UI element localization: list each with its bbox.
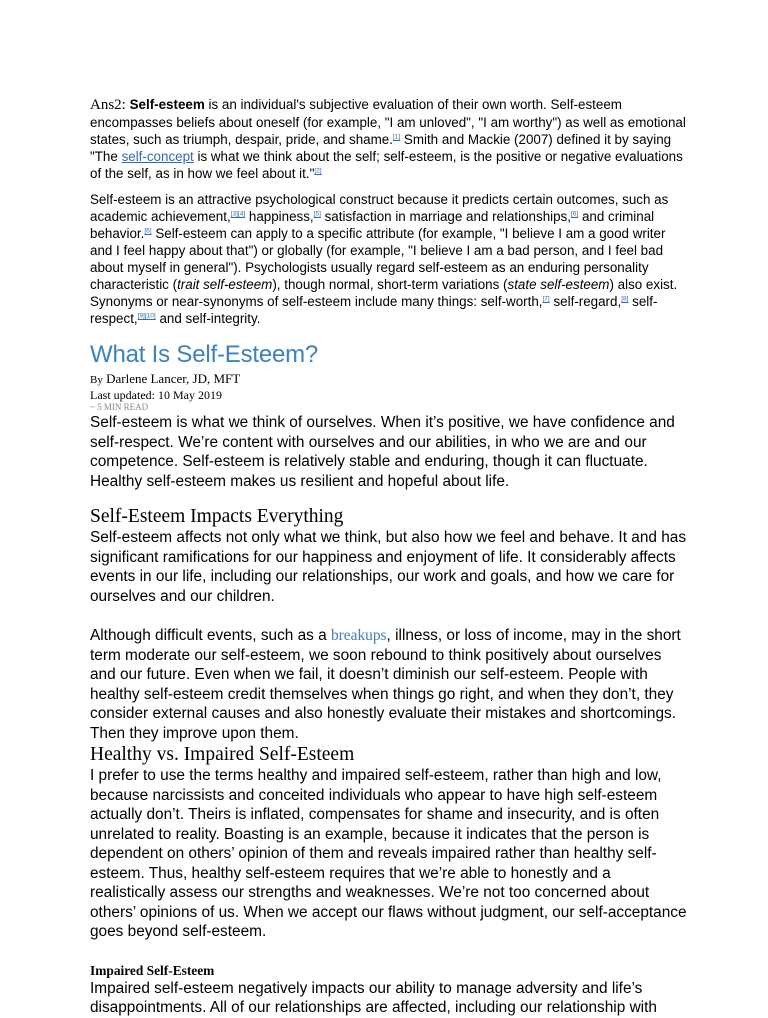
text: ) also exist. Synonyms or near-synonyms of self-esteem include many things: self-worth, (90, 277, 678, 309)
citation-link[interactable]: [8] (621, 295, 629, 303)
last-updated: Last updated: 10 May 2019 (90, 388, 222, 402)
text: Although difficult events, such as a (90, 627, 331, 644)
text: Smith and Mackie (2007) defined it by saying "The (90, 132, 672, 164)
impacts-paragraph-2 (90, 626, 690, 743)
impaired-paragraph: Impaired self-esteem negatively impacts our ability to manage adversity and life’s disappointments. All of our relationships are affected, including our relationship with (90, 979, 657, 1016)
healthy-vs-impaired-paragraph: I prefer to use the terms healthy and impaired self-esteem, rather than high and low, because narcissists and conceited individuals who appear to have high self-esteem actually don’t. Theirs is inflated, compensates for shame and insecurity, and is often unrelated to reality. Boasting is an example, because it indicates that the person is dependent on others’ opinion of them and reveals impaired rather than healthy self-esteem. Thus, healthy self-esteem requires that we’re able to honestly and a realistically assess our strengths and weaknesses. We’re not too concerned about others’ opinions of us. When we accept our flaws without judgment, our self-acceptance goes beyond self-esteem. (90, 767, 687, 940)
text: self-respect, (90, 294, 658, 326)
self-concept-link[interactable]: self-concept (121, 149, 194, 164)
term-bold: Self-esteem (129, 97, 205, 112)
answer-paragraph (90, 96, 690, 182)
text: Self-esteem is an attractive psychological construct because it predicts certain outcomes, such as academic achievement, (90, 192, 669, 224)
text: and criminal behavior. (90, 209, 655, 241)
answer-prefix: Ans2: (90, 97, 130, 113)
text: , illness, or loss of income, may in the short term moderate our self-esteem, we soon rebound to think positively about ourselves and our future. Even when we fail, it doesn’t diminish our self-esteem. People with healthy self-esteem credit themselves when things go right, and when they don’t, they consider external causes and also honestly evaluate their mistakes and shortcomings. Then they improve upon them. (90, 627, 681, 742)
text: is what we think about the self; self-esteem, is the positive or negative evaluations of the self, as in how we feel about it." (90, 149, 683, 181)
text: Self-esteem can apply to a specific attribute (for example, "I believe I am a good writer and I feel happy about that") or globally (for example, "I believe I am a bad person, and I feel bad about myself in general"). Psychologists usually regard self-esteem as an enduring personality characteristic ( (90, 226, 666, 292)
text: is an individual's subjective evaluation of their own worth. Self-esteem encompasses beliefs about oneself (for example, "I am unloved", "I am worthy") as well as emotional states, such as triumph, despair, pride, and shame. (90, 97, 686, 147)
citation-link[interactable]: [3][4] (230, 210, 246, 218)
citation-link[interactable]: [6] (144, 227, 152, 235)
citation-link[interactable]: [1] (392, 133, 401, 141)
text: ), though normal, short-term variations ( (272, 277, 508, 292)
citation-link[interactable]: [5] (313, 210, 321, 218)
citation-link[interactable]: [6] (570, 210, 579, 218)
article-title: What Is Self-Esteem? (90, 341, 319, 368)
citation-link[interactable]: [7] (542, 295, 550, 303)
section-heading-impaired: Impaired Self-Esteem (90, 962, 215, 978)
section-heading-healthy-vs-impaired: Healthy vs. Impaired Self-Esteem (90, 744, 355, 765)
byline (90, 371, 690, 388)
text: self-regard, (549, 294, 622, 309)
by-label: By (90, 374, 103, 386)
text: happiness, (245, 209, 314, 224)
italic-term: trait self-esteem (177, 277, 273, 292)
text: satisfaction in marriage and relationships, (320, 209, 571, 224)
author-name: Darlene Lancer, JD, MFT (102, 371, 241, 386)
definition-paragraph (90, 191, 690, 327)
impacts-paragraph-1: Self-esteem affects not only what we think, but also how we feel and behave. It and has significant ramifications for our happiness and enjoyment of life. It considerably affects events in our life, including our relationships, our work and goals, and how we care for ourselves and our children. (90, 529, 687, 605)
section-heading-impacts: Self-Esteem Impacts Everything (90, 506, 344, 527)
citation-link[interactable]: [9][10] (137, 312, 156, 320)
italic-term: state self-esteem (507, 277, 610, 292)
citation-link[interactable]: [2] (314, 167, 322, 175)
document-page (90, 96, 690, 1018)
intro-paragraph: Self-esteem is what we think of ourselves. When it’s positive, we have confidence and self-respect. We’re content with ourselves and our abilities, in who we are and our competence. Self-esteem is relatively stable and enduring, though it can fluctuate. Healthy self-esteem makes us resilient and hopeful about life. (90, 414, 675, 490)
text: and self-integrity. (155, 311, 261, 326)
read-time: ~ 5 MIN READ (90, 402, 149, 412)
breakups-link[interactable]: breakups (330, 627, 387, 644)
